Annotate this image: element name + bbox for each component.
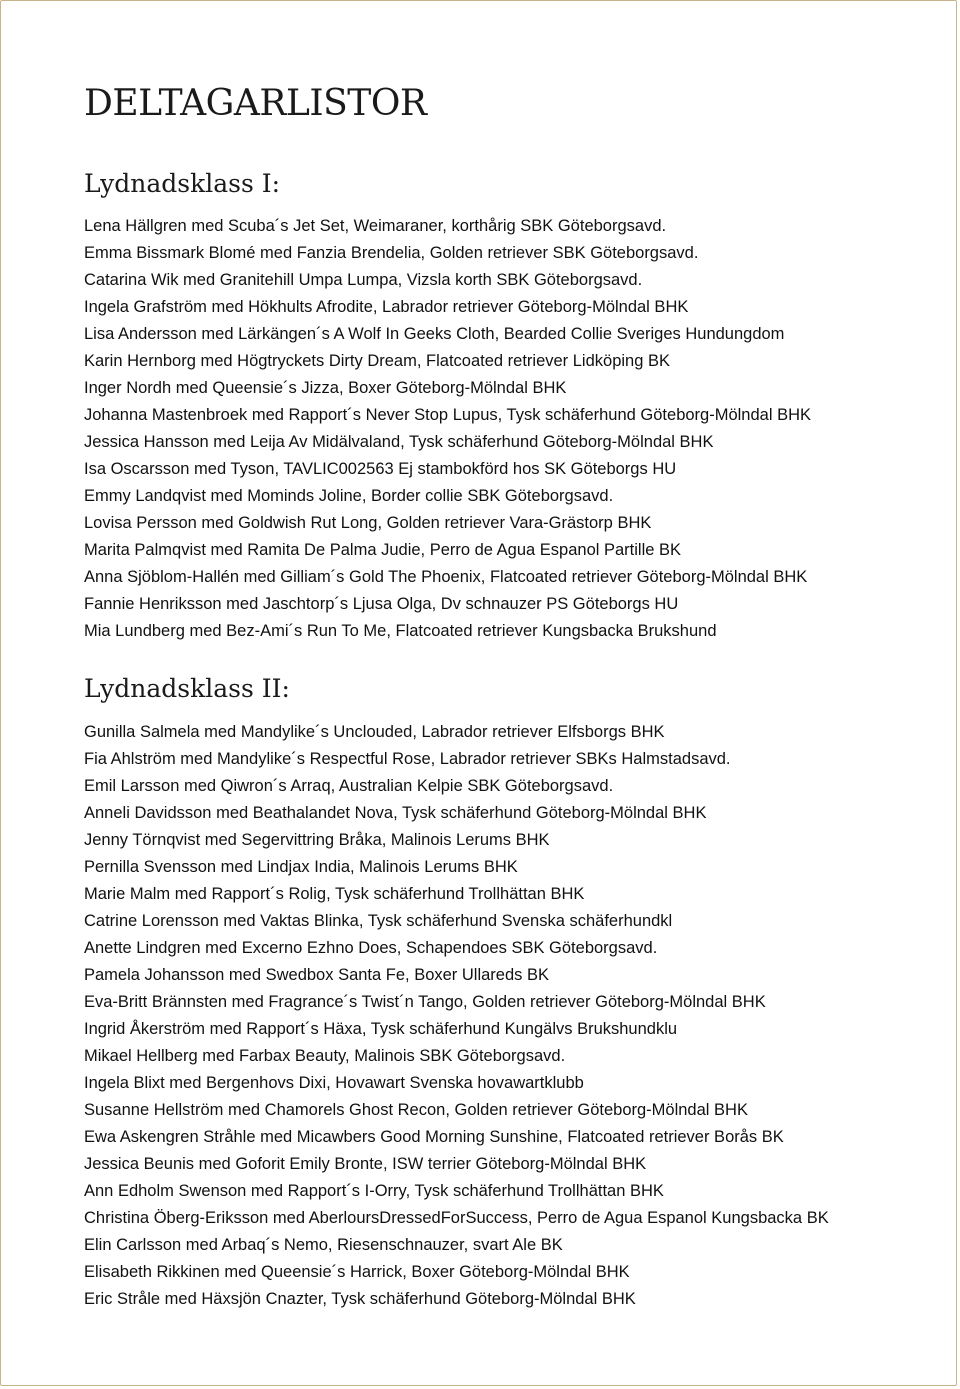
- list-item: Jenny Törnqvist med Segervittring Bråka, Malinois Lerums BHK: [84, 831, 550, 849]
- list-item: Elisabeth Rikkinen med Queensie´s Harrick, Boxer Göteborg-Mölndal BHK: [84, 1263, 630, 1281]
- list-item: Emmy Landqvist med Mominds Joline, Border collie SBK Göteborgsavd.: [84, 487, 614, 505]
- list-item: Fia Ahlström med Mandylike´s Respectful Rose, Labrador retriever SBKs Halmstadsavd.: [84, 750, 731, 768]
- list-item: Lena Hällgren med Scuba´s Jet Set, Weimaraner, korthårig SBK Göteborgsavd.: [84, 217, 667, 235]
- list-item: Ann Edholm Swenson med Rapport´s I-Orry, Tysk schäferhund Trollhättan BHK: [84, 1182, 664, 1200]
- list-item: Mia Lundberg med Bez-Ami´s Run To Me, Flatcoated retriever Kungsbacka Brukshund: [84, 622, 717, 640]
- list-item: Ingela Grafström med Hökhults Afrodite, Labrador retriever Göteborg-Mölndal BHK: [84, 298, 689, 316]
- section-heading-lydnadsklass-2: Lydnadsklass II:: [84, 674, 290, 703]
- list-item: Marie Malm med Rapport´s Rolig, Tysk schäferhund Trollhättan BHK: [84, 885, 585, 903]
- list-item: Anna Sjöblom-Hallén med Gilliam´s Gold The Phoenix, Flatcoated retriever Göteborg-Mölndal BHK: [84, 568, 808, 586]
- list-item: Anette Lindgren med Excerno Ezhno Does, Schapendoes SBK Göteborgsavd.: [84, 939, 658, 957]
- list-item: Inger Nordh med Queensie´s Jizza, Boxer Göteborg-Mölndal BHK: [84, 379, 567, 397]
- list-item: Eva-Britt Brännsten med Fragrance´s Twist´n Tango, Golden retriever Göteborg-Mölndal BHK: [84, 993, 766, 1011]
- list-item: Jessica Hansson med Leija Av Midälvaland, Tysk schäferhund Göteborg-Mölndal BHK: [84, 433, 714, 451]
- list-item: Gunilla Salmela med Mandylike´s Unclouded, Labrador retriever Elfsborgs BHK: [84, 723, 665, 741]
- list-item: Fannie Henriksson med Jaschtorp´s Ljusa Olga, Dv schnauzer PS Göteborgs HU: [84, 595, 679, 613]
- list-item: Pernilla Svensson med Lindjax India, Malinois Lerums BHK: [84, 858, 518, 876]
- list-item: Emil Larsson med Qiwron´s Arraq, Australian Kelpie SBK Göteborgsavd.: [84, 777, 614, 795]
- list-item: Lisa Andersson med Lärkängen´s A Wolf In Geeks Cloth, Bearded Collie Sveriges Hundungdom: [84, 325, 785, 343]
- list-item: Mikael Hellberg med Farbax Beauty, Malinois SBK Göteborgsavd.: [84, 1047, 566, 1065]
- section-heading-lydnadsklass-1: Lydnadsklass I:: [84, 169, 281, 198]
- document-title: DELTAGARLISTOR: [84, 83, 427, 124]
- list-item: Christina Öberg-Eriksson med AberloursDressedForSuccess, Perro de Agua Espanol Kungsbacka BK: [84, 1209, 829, 1227]
- list-item: Jessica Beunis med Goforit Emily Bronte, ISW terrier Göteborg-Mölndal BHK: [84, 1155, 647, 1173]
- list-item: Lovisa Persson med Goldwish Rut Long, Golden retriever Vara-Grästorp BHK: [84, 514, 652, 532]
- list-item: Catrine Lorensson med Vaktas Blinka, Tysk schäferhund Svenska schäferhundkl: [84, 912, 673, 930]
- list-item: Catarina Wik med Granitehill Umpa Lumpa, Vizsla korth SBK Göteborgsavd.: [84, 271, 643, 289]
- list-item: Karin Hernborg med Högtryckets Dirty Dream, Flatcoated retriever Lidköping BK: [84, 352, 670, 370]
- list-item: Anneli Davidsson med Beathalandet Nova, Tysk schäferhund Göteborg-Mölndal BHK: [84, 804, 707, 822]
- list-item: Isa Oscarsson med Tyson, TAVLIC002563 Ej stambokförd hos SK Göteborgs HU: [84, 460, 677, 478]
- list-item: Marita Palmqvist med Ramita De Palma Judie, Perro de Agua Espanol Partille BK: [84, 541, 682, 559]
- participant-list-klass-2: [84, 719, 934, 1313]
- list-item: Eric Stråle med Häxsjön Cnazter, Tysk schäferhund Göteborg-Mölndal BHK: [84, 1290, 636, 1308]
- participant-list-klass-1: [84, 213, 934, 645]
- list-item: Ingela Blixt med Bergenhovs Dixi, Hovawart Svenska hovawartklubb: [84, 1074, 584, 1092]
- list-item: Susanne Hellström med Chamorels Ghost Recon, Golden retriever Göteborg-Mölndal BHK: [84, 1101, 748, 1119]
- list-item: Pamela Johansson med Swedbox Santa Fe, Boxer Ullareds BK: [84, 966, 549, 984]
- list-item: Elin Carlsson med Arbaq´s Nemo, Riesenschnauzer, svart Ale BK: [84, 1236, 563, 1254]
- list-item: Emma Bissmark Blomé med Fanzia Brendelia, Golden retriever SBK Göteborgsavd.: [84, 244, 699, 262]
- list-item: Johanna Mastenbroek med Rapport´s Never Stop Lupus, Tysk schäferhund Göteborg-Mölndal BHK: [84, 406, 812, 424]
- document-body: [84, 82, 934, 1313]
- list-item: Ewa Askengren Stråhle med Micawbers Good Morning Sunshine, Flatcoated retriever Borås BK: [84, 1128, 784, 1146]
- list-item: Ingrid Åkerström med Rapport´s Häxa, Tysk schäferhund Kungälvs Brukshundklu: [84, 1020, 678, 1038]
